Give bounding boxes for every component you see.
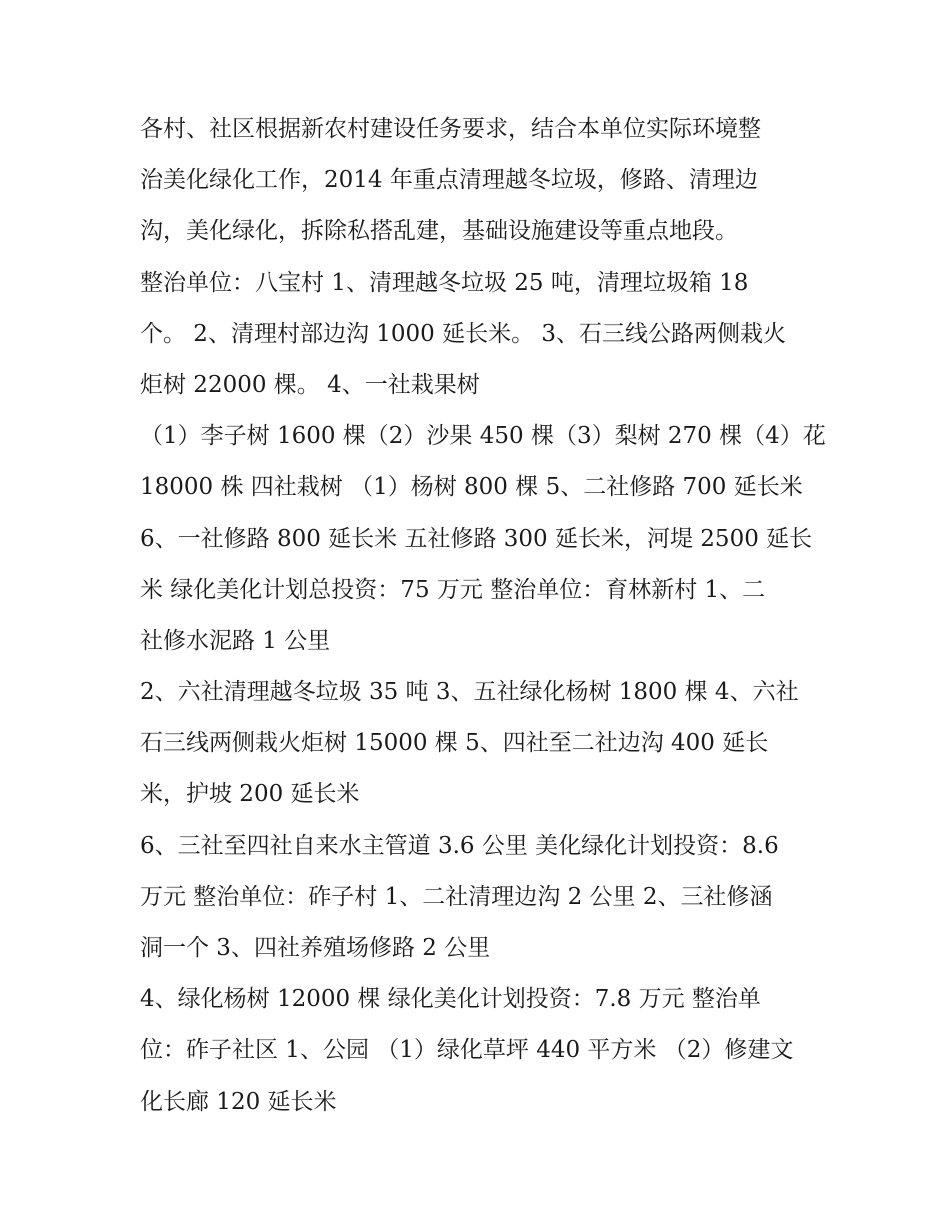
text-line: 米 绿化美化计划总投资：75 万元 整治单位：育林新村 1、二 <box>140 576 766 603</box>
text-line: 化长廊 120 延长米 <box>140 1088 337 1115</box>
text-line: 4、绿化杨树 12000 棵 绿化美化计划投资：7.8 万元 整治单 <box>140 986 761 1013</box>
text-line: 个。 2、清理村部边沟 1000 延长米。 3、石三线公路两侧栽火 <box>140 320 787 347</box>
text-line: 2、六社清理越冬垃圾 35 吨 3、五社绿化杨树 1800 棵 4、六社 <box>140 679 799 706</box>
text-line: 社修水泥路 1 公里 <box>140 627 331 654</box>
text-line: 位：砟子社区 1、公园 （1）绿化草坪 440 平方米 （2）修建文 <box>140 1037 794 1064</box>
text-line: 6、一社修路 800 延长米 五社修路 300 延长米，河堤 2500 延长 <box>140 525 813 552</box>
text-line: 18000 株 四社栽树 （1）杨树 800 棵 5、二社修路 700 延长米 <box>140 474 803 501</box>
text-line: 米，护坡 200 延长米 <box>140 781 360 808</box>
body-text <box>140 104 830 1128</box>
text-line: （1）李子树 1600 棵（2）沙果 450 棵（3）梨树 270 棵（4）花 <box>140 423 826 450</box>
text-line: 整治单位：八宝村 1、清理越冬垃圾 25 吨，清理垃圾箱 18 <box>140 269 749 296</box>
text-line: 万元 整治单位：砟子村 1、二社清理边沟 2 公里 2、三社修涵 <box>140 883 773 910</box>
text-line: 沟，美化绿化，拆除私搭乱建，基础设施建设等重点地段。 <box>140 218 738 245</box>
text-line: 6、三社至四社自来水主管道 3.6 公里 美化绿化计划投资：8.6 <box>140 832 779 859</box>
text-line: 各村、社区根据新农村建设任务要求，结合本单位实际环境整 <box>140 116 761 142</box>
text-line: 洞一个 3、四社养殖场修路 2 公里 <box>140 935 491 961</box>
text-line: 治美化绿化工作，2014 年重点清理越冬垃圾，修路、清理边 <box>140 167 758 194</box>
text-line: 石三线两侧栽火炬树 15000 棵 5、四社至二社边沟 400 延长 <box>140 730 769 757</box>
text-line: 炬树 22000 棵。 4、一社栽果树 <box>140 371 480 398</box>
